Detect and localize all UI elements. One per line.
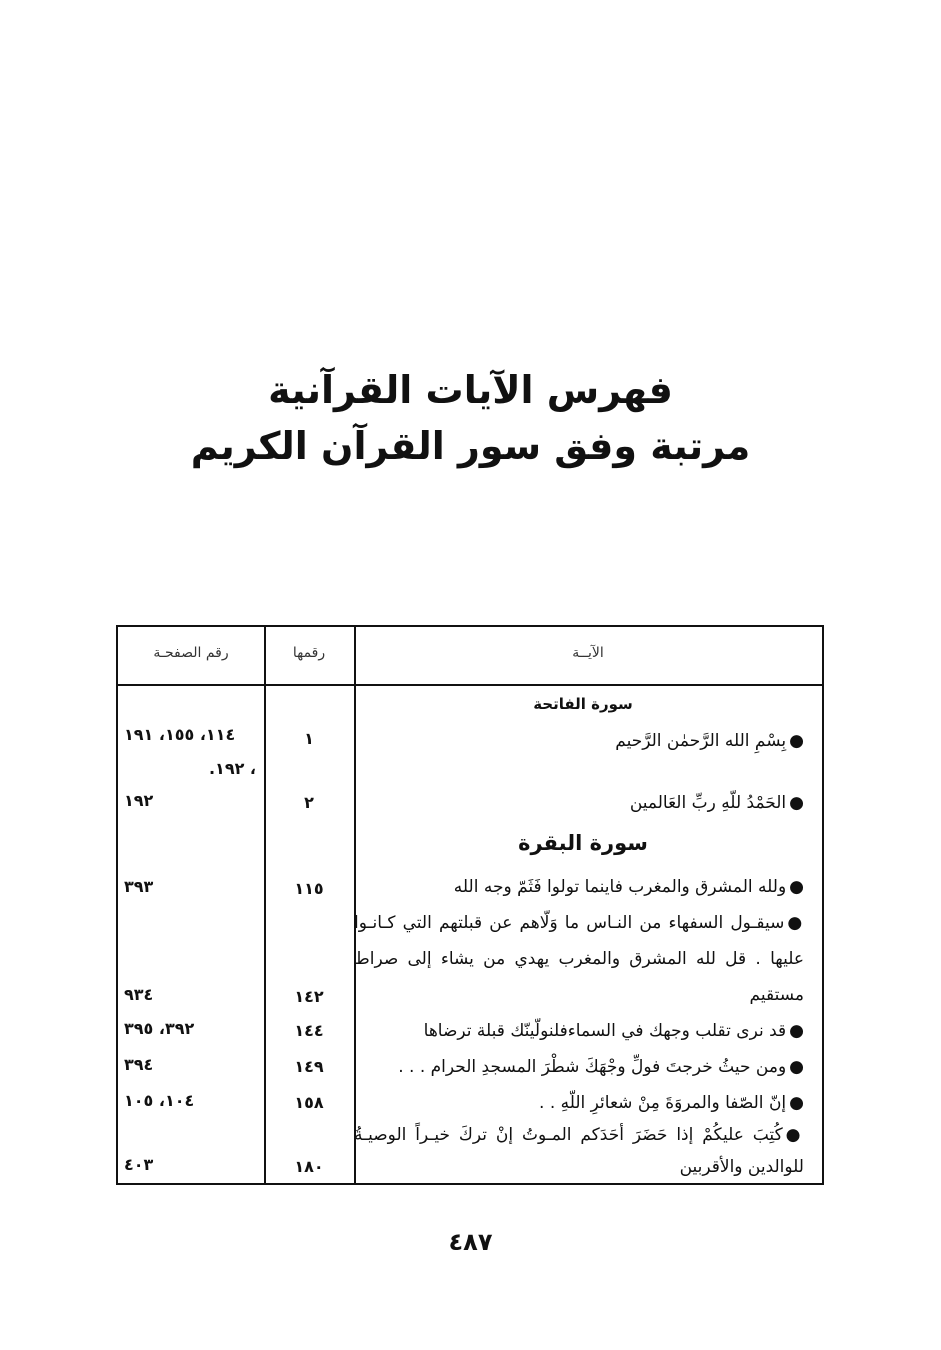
header-page: رقم الصفحـة xyxy=(153,645,229,661)
verse-number: ١٤٩ xyxy=(294,1057,324,1076)
header-divider xyxy=(118,684,822,686)
verse-text-continued: عليها . قل لله المشرق والمغرب يهدي من يشاء إلى صراط xyxy=(354,949,804,969)
verse-text: ●سيقـول السفهاء من النـاس ما وَلّاهم عن قبلتهم التي كـانـوا xyxy=(354,913,804,933)
surah-heading: سورة البقرة xyxy=(518,831,648,855)
index-title: فهرس الآيات القرآنية xyxy=(268,368,673,412)
bullet-icon: ● xyxy=(789,877,804,897)
verse-number: ١٥٨ xyxy=(294,1093,324,1112)
page-refs: ١٩٢ xyxy=(124,791,154,810)
page-refs: ٤٠٣ xyxy=(124,1155,154,1174)
verse-text: ●ولله المشرق والمغرب فاينما تولوا فَثَمّ وجه الله xyxy=(453,877,804,897)
verse-number: ١١٥ xyxy=(294,879,324,898)
header-verse: الآيــة xyxy=(572,645,604,661)
bullet-icon: ● xyxy=(789,1057,804,1077)
page-number: ٤٨٧ xyxy=(448,1228,493,1256)
verse-number: ١٤٢ xyxy=(294,987,324,1006)
verse-index-table xyxy=(116,625,824,1185)
verse-number: ٢ xyxy=(304,793,314,812)
verse-text: ●قد نرى تقلب وجهك في السماءفلنولّينّك قبلة ترضاها xyxy=(423,1021,804,1041)
verse-text: ●ومن حيثُ خرجتَ فولِّ وجْهَكَ شطْرَ المسجدِ الحرام . . . xyxy=(398,1057,804,1077)
verse-text-continued: للوالدين والأقربين xyxy=(679,1157,804,1177)
verse-text: ●كُتِبَ عليكُمْ إذا حَضَرَ أحَدَكم المـوتُ إنْ تركَ خيـراً الوصيـةُ xyxy=(354,1125,804,1145)
bullet-icon: ● xyxy=(789,793,804,813)
column-divider xyxy=(264,627,266,1183)
verse-number: ١٤٤ xyxy=(294,1021,324,1040)
surah-heading: سورة الفاتحة xyxy=(533,695,633,713)
verse-text: ●إنّ الصّفا والمروَةَ مِنْ شعائرِ اللّهِ . . xyxy=(539,1093,804,1113)
page-refs: ١١٤، ١٥٥، ١٩١ xyxy=(124,725,236,744)
page-refs: ، ١٩٢. xyxy=(208,759,256,778)
bullet-icon: ● xyxy=(789,1021,804,1041)
verse-number: ١ xyxy=(304,729,314,748)
verse-text: ●الحَمْدُ للّهِ ربِّ العَالمين xyxy=(629,793,804,813)
verse-number: ١٨٠ xyxy=(294,1157,324,1176)
bullet-icon: ● xyxy=(785,1125,804,1145)
index-subtitle: مرتبة وفق سور القرآن الكريم xyxy=(190,424,751,468)
bullet-icon: ● xyxy=(789,1093,804,1113)
header-number: رقمها xyxy=(292,645,326,661)
page-refs: ٣٩٢، ٣٩٥ xyxy=(124,1019,195,1038)
bullet-icon: ● xyxy=(789,731,804,751)
page-refs: ٣٩٣ xyxy=(124,877,154,896)
page-refs: ٩٣٤ xyxy=(124,985,154,1004)
page-refs: ٣٩٤ xyxy=(124,1055,154,1074)
bullet-icon: ● xyxy=(787,913,804,933)
verse-text-continued: مستقيم xyxy=(749,985,804,1005)
verse-text: ●بِسْمِ الله الرَّحمٰن الرَّحيم xyxy=(615,731,804,751)
page-refs: ١٠٤، ١٠٥ xyxy=(124,1091,195,1110)
